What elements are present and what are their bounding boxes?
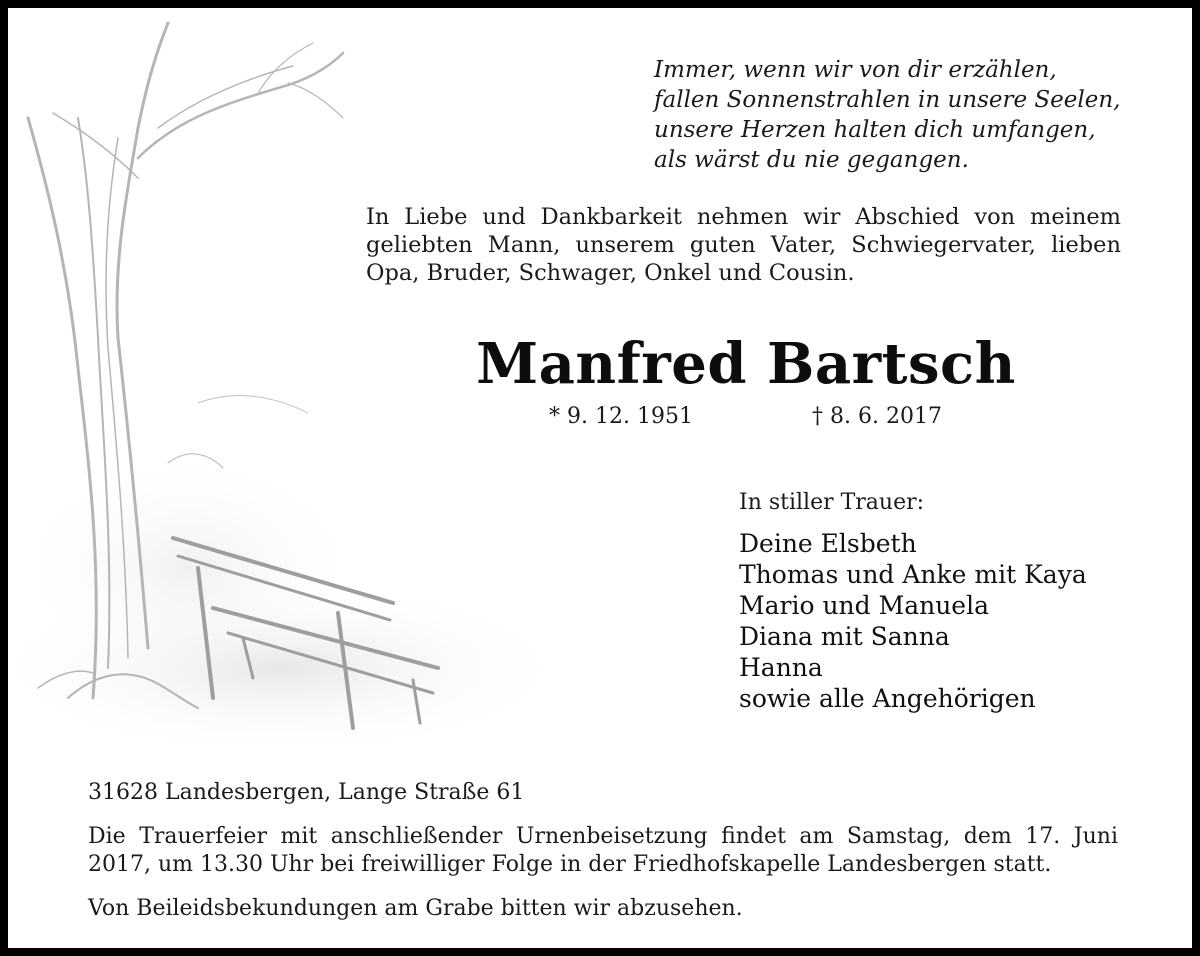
poem-line: unsere Herzen halten dich umfangen, bbox=[654, 117, 1096, 143]
mourner-item: sowie alle Angehörigen bbox=[739, 684, 1036, 713]
mourner-item: Thomas und Anke mit Kaya bbox=[739, 560, 1087, 589]
mourners-list bbox=[739, 528, 1087, 714]
poem bbox=[654, 55, 1174, 175]
deceased-name: Manfred Bartsch bbox=[476, 331, 1016, 397]
mourning-label: In stiller Trauer: bbox=[739, 490, 925, 515]
birth-date: * 9. 12. 1951 bbox=[549, 404, 693, 429]
condolence-note: Von Beileidsbekundungen am Grabe bitten wir abzusehen. bbox=[88, 896, 743, 921]
mourner-item: Mario und Manuela bbox=[739, 591, 989, 620]
poem-line: fallen Sonnenstrahlen in unsere Seelen, bbox=[654, 87, 1121, 113]
mourner-item: Hanna bbox=[739, 653, 823, 682]
mourner-item: Diana mit Sanna bbox=[739, 622, 950, 651]
family-address: 31628 Landesbergen, Lange Straße 61 bbox=[88, 780, 525, 805]
funeral-ceremony-info: Die Trauerfeier mit anschließender Urnenbeisetzung findet am Samstag, dem 17. Juni 2017, um 13.30 Uhr bei freiwilliger Folge in der Friedhofskapelle Landesbergen statt. bbox=[88, 824, 1118, 877]
farewell-intro: In Liebe und Dankbarkeit nehmen wir Abschied von meinem geliebten Mann, unserem guten Vater, Schwiegervater, lieben Opa, Bruder, Schwager, Onkel und Cousin. bbox=[366, 204, 1121, 286]
ground-shading bbox=[8, 448, 578, 758]
death-date: † 8. 6. 2017 bbox=[812, 404, 942, 429]
poem-line: als wärst du nie gegangen. bbox=[654, 147, 969, 173]
poem-line: Immer, wenn wir von dir erzählen, bbox=[654, 57, 1057, 83]
tree-bench-sketch-illustration bbox=[8, 8, 648, 788]
mourner-item: Deine Elsbeth bbox=[739, 529, 917, 558]
